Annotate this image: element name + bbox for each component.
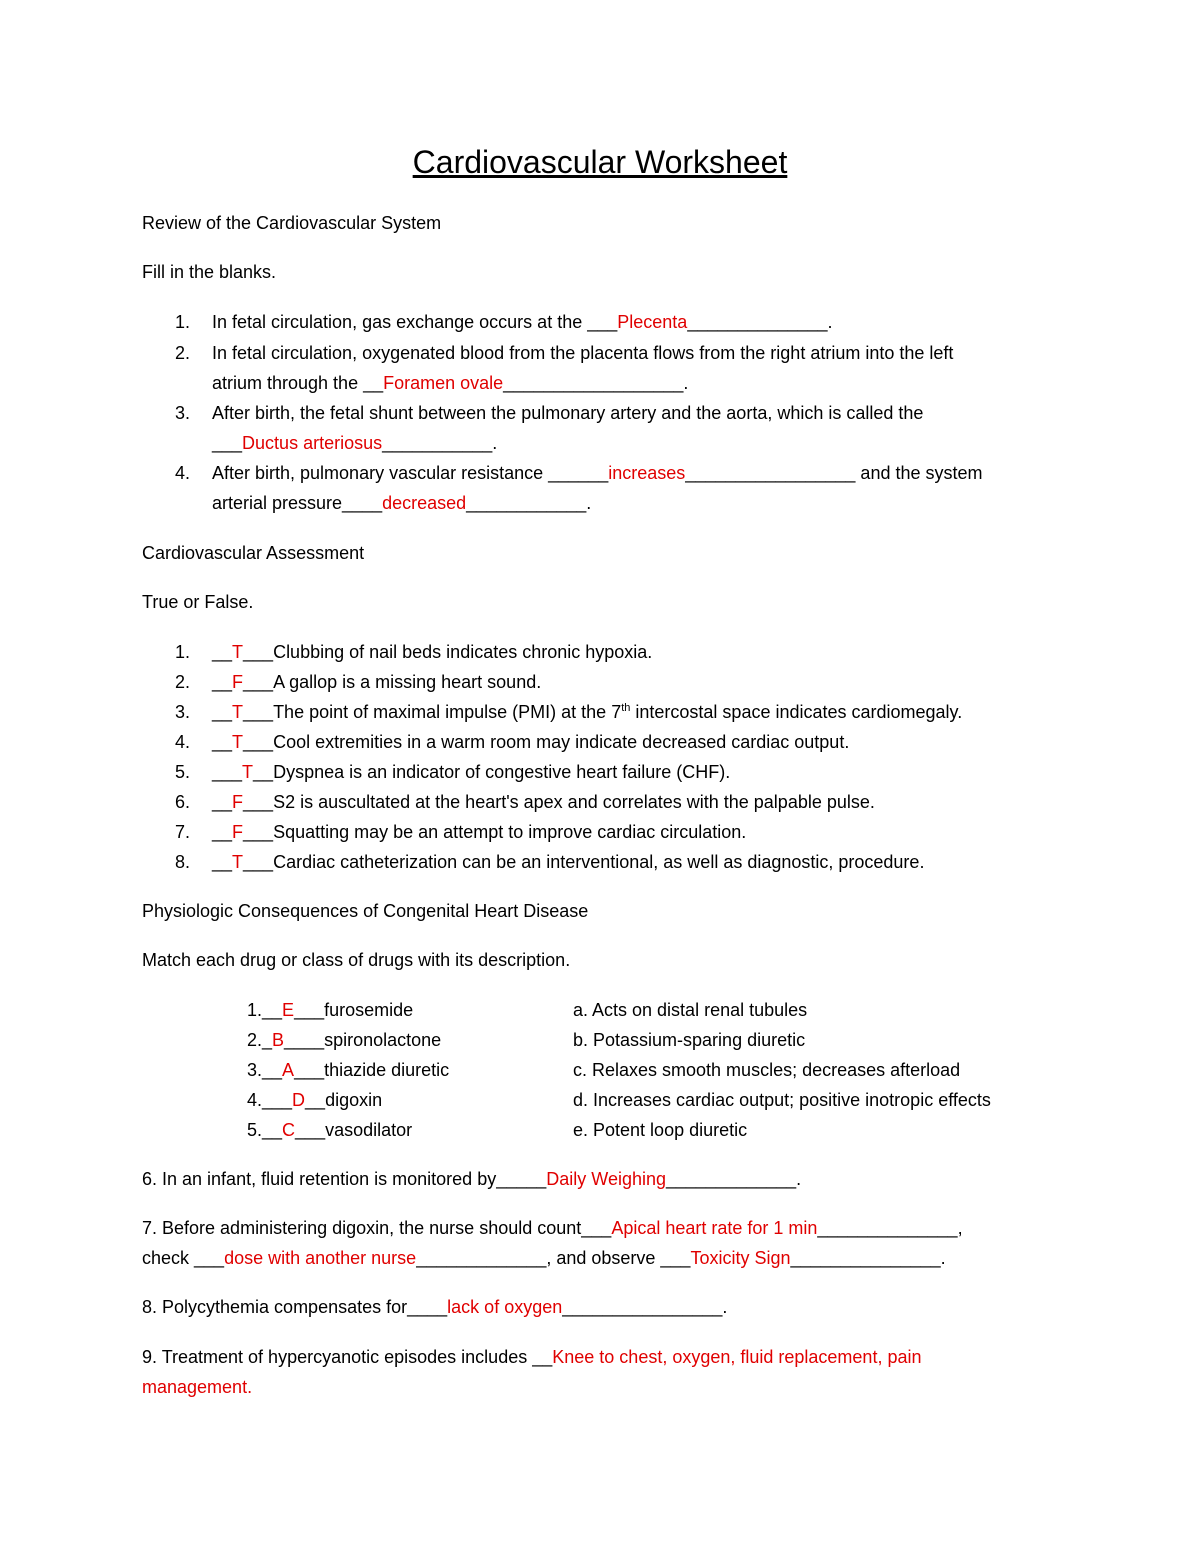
question-7-line2: check ___dose with another nurse_____________, and observe ___Toxicity Sign_______________. (142, 1248, 946, 1268)
answer-2: Foramen ovale (383, 373, 504, 393)
answer-4a: increases (608, 463, 686, 483)
tf-statement-5: ___T__Dyspnea is an indicator of congestive heart failure (CHF). (212, 762, 731, 782)
item-number: 7. (175, 822, 191, 842)
fill-question-3-line1: After birth, the fetal shunt between the pulmonary artery and the aorta, which is called the (212, 403, 924, 423)
item-number: 6. (175, 792, 191, 812)
fill-question-2-line1: In fetal circulation, oxygenated blood from the placenta flows from the right atrium into the left (212, 343, 954, 363)
item-number: 4. (175, 732, 191, 752)
question-9-line2: management. (142, 1377, 253, 1397)
section-heading-assessment: Cardiovascular Assessment (142, 543, 365, 563)
fill-question-2-line2: atrium through the __Foramen ovale__________________. (212, 373, 689, 393)
question-7-line1: 7. Before administering digoxin, the nurse should count___Apical heart rate for 1 min______________, (142, 1218, 963, 1238)
tf-statement-8: __T___Cardiac catheterization can be an interventional, as well as diagnostic, procedure. (212, 852, 925, 872)
item-number: 8. (175, 852, 191, 872)
instruction-true-false: True or False. (142, 592, 254, 612)
match-drug-5: 5.__C___vasodilator (247, 1120, 413, 1140)
match-description-a: a. Acts on distal renal tubules (573, 1000, 808, 1020)
match-description-b: b. Potassium-sparing diuretic (573, 1030, 806, 1050)
item-number: 2. (175, 343, 191, 363)
answer-3: Ductus arteriosus (242, 433, 383, 453)
match-description-e: e. Potent loop diuretic (573, 1120, 748, 1140)
question-8: 8. Polycythemia compensates for____lack of oxygen________________. (142, 1297, 728, 1317)
item-number: 2. (175, 672, 191, 692)
match-drug-1: 1.__E___furosemide (247, 1000, 414, 1020)
match-drug-2: 2._B____spironolactone (247, 1030, 442, 1050)
answer-1: Plecenta (617, 312, 688, 332)
fill-question-4-line1: After birth, pulmonary vascular resistance ______increases_________________ and the system (212, 463, 983, 483)
match-drug-4: 4.___D__digoxin (247, 1090, 383, 1110)
item-number: 3. (175, 702, 191, 722)
tf-statement-4: __T___Cool extremities in a warm room may indicate decreased cardiac output. (212, 732, 850, 752)
question-6: 6. In an infant, fluid retention is monitored by_____Daily Weighing_____________. (142, 1169, 802, 1189)
item-number: 4. (175, 463, 191, 483)
instruction-match: Match each drug or class of drugs with its description. (142, 950, 571, 970)
fill-question-1: In fetal circulation, gas exchange occurs at the ___Plecenta______________. (212, 312, 833, 332)
answer-4b: decreased (382, 493, 467, 513)
fill-question-3-line2: ___Ductus arteriosus___________. (212, 433, 498, 453)
tf-statement-1: __T___Clubbing of nail beds indicates chronic hypoxia. (212, 642, 653, 662)
section-heading-review: Review of the Cardiovascular System (142, 213, 442, 233)
match-description-c: c. Relaxes smooth muscles; decreases afterload (573, 1060, 961, 1080)
tf-statement-2: __F___A gallop is a missing heart sound. (212, 672, 542, 692)
item-number: 1. (175, 312, 191, 332)
page-title: Cardiovascular Worksheet (412, 144, 788, 180)
item-number: 3. (175, 403, 191, 423)
tf-statement-3: __T___The point of maximal impulse (PMI) at the 7th intercostal space indicates cardiomegaly. (212, 702, 963, 722)
question-9-line1: 9. Treatment of hypercyanotic episodes includes __Knee to chest, oxygen, fluid replacement, pain (142, 1347, 922, 1367)
item-number: 1. (175, 642, 191, 662)
match-drug-3: 3.__A___thiazide diuretic (247, 1060, 450, 1080)
fill-question-4-line2: arterial pressure____decreased____________. (212, 493, 592, 513)
tf-statement-6: __F___S2 is auscultated at the heart's apex and correlates with the palpable pulse. (212, 792, 875, 812)
section-heading-congenital: Physiologic Consequences of Congenital Heart Disease (142, 901, 589, 921)
match-description-d: d. Increases cardiac output; positive inotropic effects (573, 1090, 991, 1110)
item-number: 5. (175, 762, 191, 782)
tf-statement-7: __F___Squatting may be an attempt to improve cardiac circulation. (212, 822, 747, 842)
instruction-fill-blanks: Fill in the blanks. (142, 262, 277, 282)
